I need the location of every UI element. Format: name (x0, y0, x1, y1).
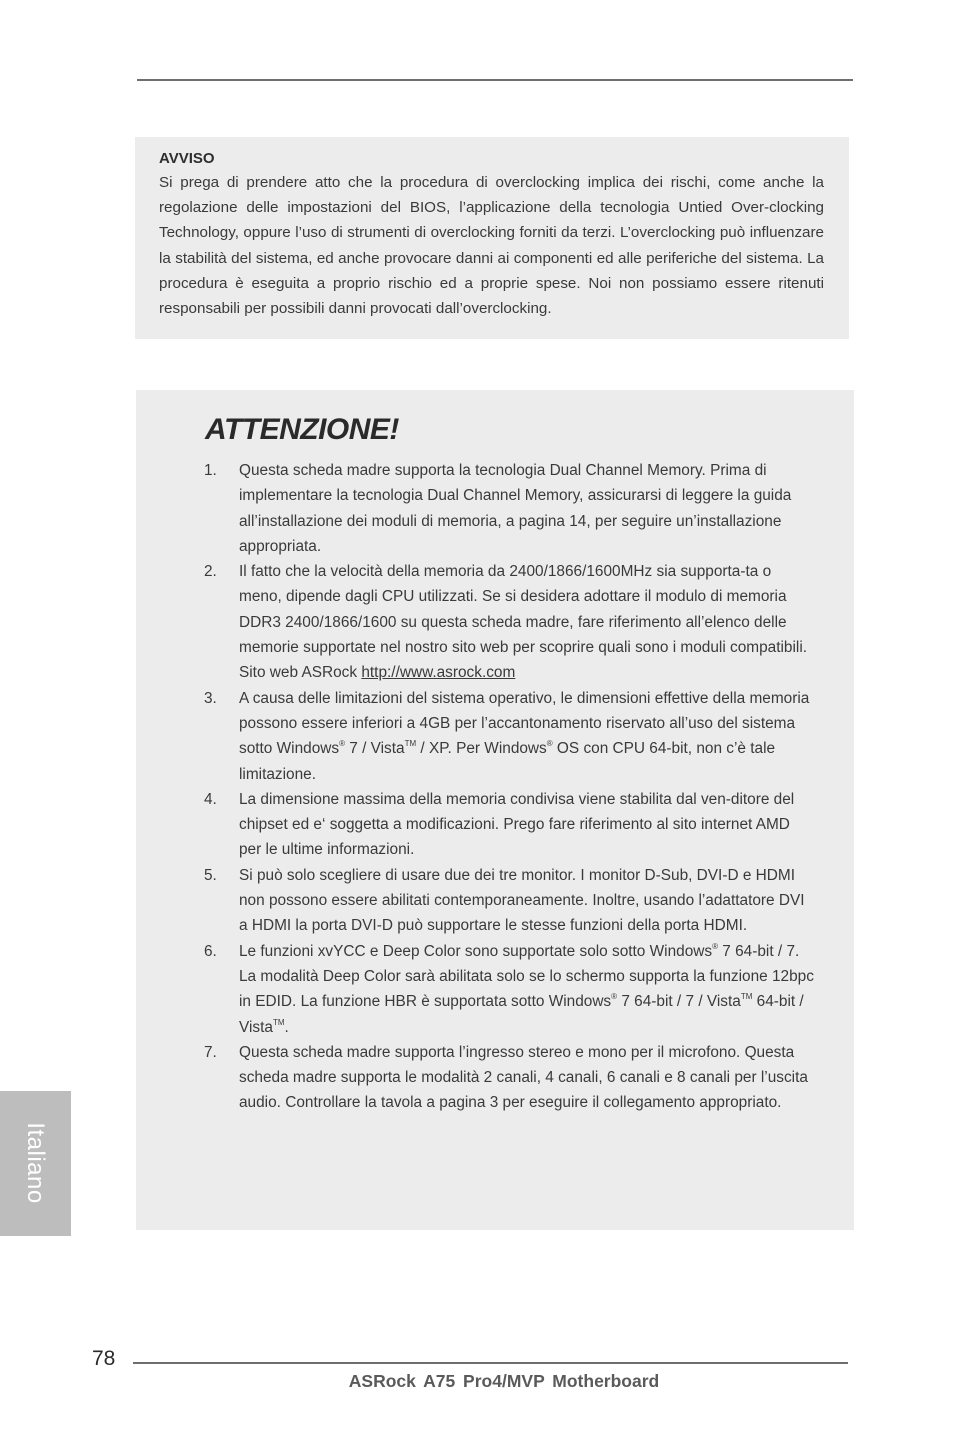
list-item-1 (204, 458, 814, 559)
page-number: 78 (92, 1347, 116, 1370)
item-text: / XP. Per Windows (416, 740, 547, 758)
item-text: Questa scheda madre supporta la tecnologia Dual Channel Memory. Prima di implementare la tecnologia Dual Channel Memory, assicurarsi di leggere la guida all’installazione dei moduli di memoria, a pagina 14, per seguire un’installazione appropriata. (239, 462, 792, 555)
item-text: Il fatto che la velocità della memoria da 2400/1866/1600MHz sia supporta-ta o meno, dipende dagli CPU utilizzati. Se si desidera adottare il modulo di memoria DDR3 2400/1866/1600 su questa scheda madre, fare riferimento all’elenco delle memorie supportate nel nostro sito web per scoprire quali sono i moduli compatibili. (239, 563, 808, 657)
item-number: 5. (204, 866, 217, 884)
footer-title: ASRock A75 Pro4/MVP Motherboard (348, 1371, 660, 1391)
item-text: OS con CPU 64-bit, non c’è tale limitazione. (239, 740, 776, 783)
list-item-4 (204, 787, 814, 863)
bottom-rule (133, 1362, 848, 1364)
attenzione-box (136, 390, 854, 1230)
item-number: 3. (204, 689, 217, 707)
list-item-6 (204, 939, 814, 1040)
item-number: 2. (204, 563, 217, 581)
item-text: 7 64-bit / 7. La modalità Deep Color sarà abilitata solo se lo schermo supporta la funzione 12bpc in EDID. La funzione HBR è supportata sotto Windows (239, 942, 814, 1011)
item-text: 64-bit / Vista (239, 993, 804, 1036)
top-rule (137, 79, 853, 81)
item-text: Questa scheda madre supporta l’ingresso stereo e mono per il microfono. Questa scheda madre supporta le modalità 2 canali, 4 canali, 6 canali e 8 canali per l’uscita audio. Controllare la tavola a pagina 3 per eseguire il collegamento appropriato. (239, 1043, 808, 1112)
registered-mark: ® (712, 941, 718, 951)
item-number: 1. (204, 462, 217, 479)
registered-mark: ® (339, 739, 345, 749)
item-text: Si può solo scegliere di usare due dei tre monitor. I monitor D-Sub, DVI-D e HDMI non possono essere abilitati contemporaneamente. Inoltre, usando l’adattatore DVI a HDMI la porta DVI-D può supportare le stesse funzioni della porta HDMI. (239, 866, 805, 935)
trademark-mark: TM (404, 739, 417, 749)
item-text: La dimensione massima della memoria condivisa viene stabilita dal ven-ditore del chipset ed e‘ soggetta a modificazioni. Prego fare riferimento al sito internet AMD per le ultime informazioni. (239, 790, 795, 859)
item-text: . (284, 1018, 289, 1036)
attenzione-list (204, 458, 814, 1116)
avviso-box (135, 137, 849, 339)
website-link[interactable]: http://www.asrock.com (361, 664, 516, 682)
registered-mark: ® (611, 992, 618, 1002)
list-item-3 (204, 686, 814, 787)
language-tab (0, 1091, 71, 1236)
trademark-mark: TM (740, 992, 753, 1002)
item-number: 6. (204, 942, 217, 960)
item-number: 7. (204, 1043, 217, 1061)
language-label: Italiano (22, 1122, 49, 1204)
item-text: 7 64-bit / 7 / Vista (617, 993, 741, 1011)
trademark-mark: TM (272, 1017, 285, 1027)
attenzione-title: ATTENZIONE! (205, 413, 399, 446)
list-item-5 (204, 863, 814, 939)
item-text: A causa delle limitazioni del sistema operativo, le dimensioni effettive della memoria possono essere inferiori a 4GB per l’accantonamento riservato all’uso del sistema sotto Windows (239, 689, 810, 758)
item-text: 7 / Vista (344, 740, 405, 758)
list-item-2 (204, 559, 814, 685)
item-text: Le funzioni xvYCC e Deep Color sono supportate solo sotto Windows (239, 942, 713, 960)
avviso-title: AVVISO (159, 150, 215, 167)
list-item-7 (204, 1040, 814, 1116)
item-number: 4. (204, 790, 217, 808)
avviso-text: Si prega di prendere atto che la procedura di overclocking implica dei rischi, come anche la regolazione delle impostazioni del BIOS, l’applicazione della tecnologia Untied Over-clocking Technology, oppure l’uso di strumenti di overclocking forniti da terzi. L’overclocking può influenzare la stabilità del sistema, ed anche provocare danni ai componenti ed alle periferiche del sistema. La procedura è eseguita a proprio rischio ed a proprie spese. Noi non possiamo essere ritenuti responsabili per possibili danni provocati dall’overclocking. (159, 174, 824, 318)
website-label: Sito web ASRock (239, 664, 358, 682)
registered-mark: ® (546, 739, 553, 749)
